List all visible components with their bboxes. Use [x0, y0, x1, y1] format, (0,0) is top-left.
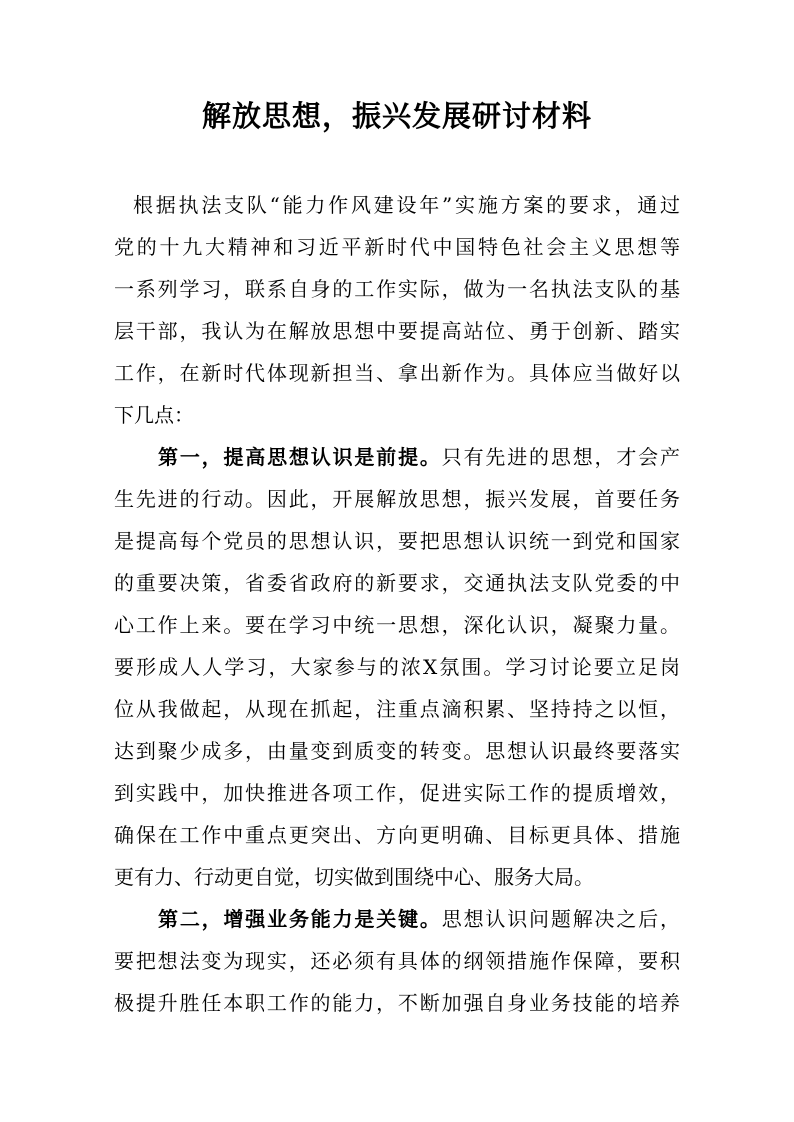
- text-line-point-1-8: 到实践中，加快推进各项工作，促进实际工作的提质增效，: [114, 781, 680, 805]
- text-line-intro-3: 层干部，我认为在解放思想中要提高站位、勇于创新、踏实: [114, 319, 680, 343]
- text-line-point-1-2: 是提高每个党员的思想认识，要把思想认识统一到党和国家: [114, 529, 680, 553]
- text-line-point-2-0: 第二，增强业务能力是关键。思想认识问题解决之后，: [158, 907, 680, 931]
- bold-run: 第二，增强业务能力是关键。: [158, 907, 442, 931]
- text-line-point-1-3: 的重要决策，省委省政府的新要求，交通执法支队党委的中: [114, 571, 680, 595]
- text-line-point-1-9: 确保在工作中重点更突出、方向更明确、目标更具体、措施: [114, 823, 680, 847]
- text-line-point-2-2: 极提升胜任本职工作的能力，不断加强自身业务技能的培养: [114, 991, 680, 1015]
- text-line-point-1-10: 更有力、行动更自觉，切实做到围绕中心、服务大局。: [114, 865, 594, 889]
- text-line-point-1-4: 心工作上来。要在学习中统一思想，深化认识，凝聚力量。: [114, 613, 680, 637]
- text-line-point-1-6: 位从我做起，从现在抓起，注重点滴积累、坚持持之以恒，: [114, 697, 680, 721]
- text-line-intro-4: 工作，在新时代体现新担当、拿出新作为。具体应当做好以: [114, 361, 680, 385]
- bold-run: 第一，提高思想认识是前提。: [158, 445, 442, 469]
- text-line-intro-1: 党的十九大精神和习近平新时代中国特色社会主义思想等: [114, 235, 680, 259]
- document-body: [114, 184, 680, 1024]
- text-line-point-1-7: 达到聚少成多，由量变到质变的转变。思想认识最终要落实: [114, 739, 680, 763]
- text-line-point-1-5: 要形成人人学习，大家参与的浓X氛围。学习讨论要立足岗: [114, 655, 680, 679]
- text-line-point-1-0: 第一，提高思想认识是前提。只有先进的思想，才会产: [158, 445, 680, 469]
- text-line-point-2-1: 要把想法变为现实，还必须有具体的纲领措施作保障，要积: [114, 949, 680, 973]
- text-line-intro-5: 下几点：: [114, 403, 194, 427]
- text-line-point-1-1: 生先进的行动。因此，开展解放思想，振兴发展，首要任务: [114, 487, 680, 511]
- document-title: 解放思想，振兴发展研讨材料: [201, 99, 592, 133]
- text-line-intro-0: 根据执法支队“能力作风建设年”实施方案的要求，通过: [133, 193, 680, 217]
- text-line-intro-2: 一系列学习，联系自身的工作实际，做为一名执法支队的基: [114, 277, 680, 301]
